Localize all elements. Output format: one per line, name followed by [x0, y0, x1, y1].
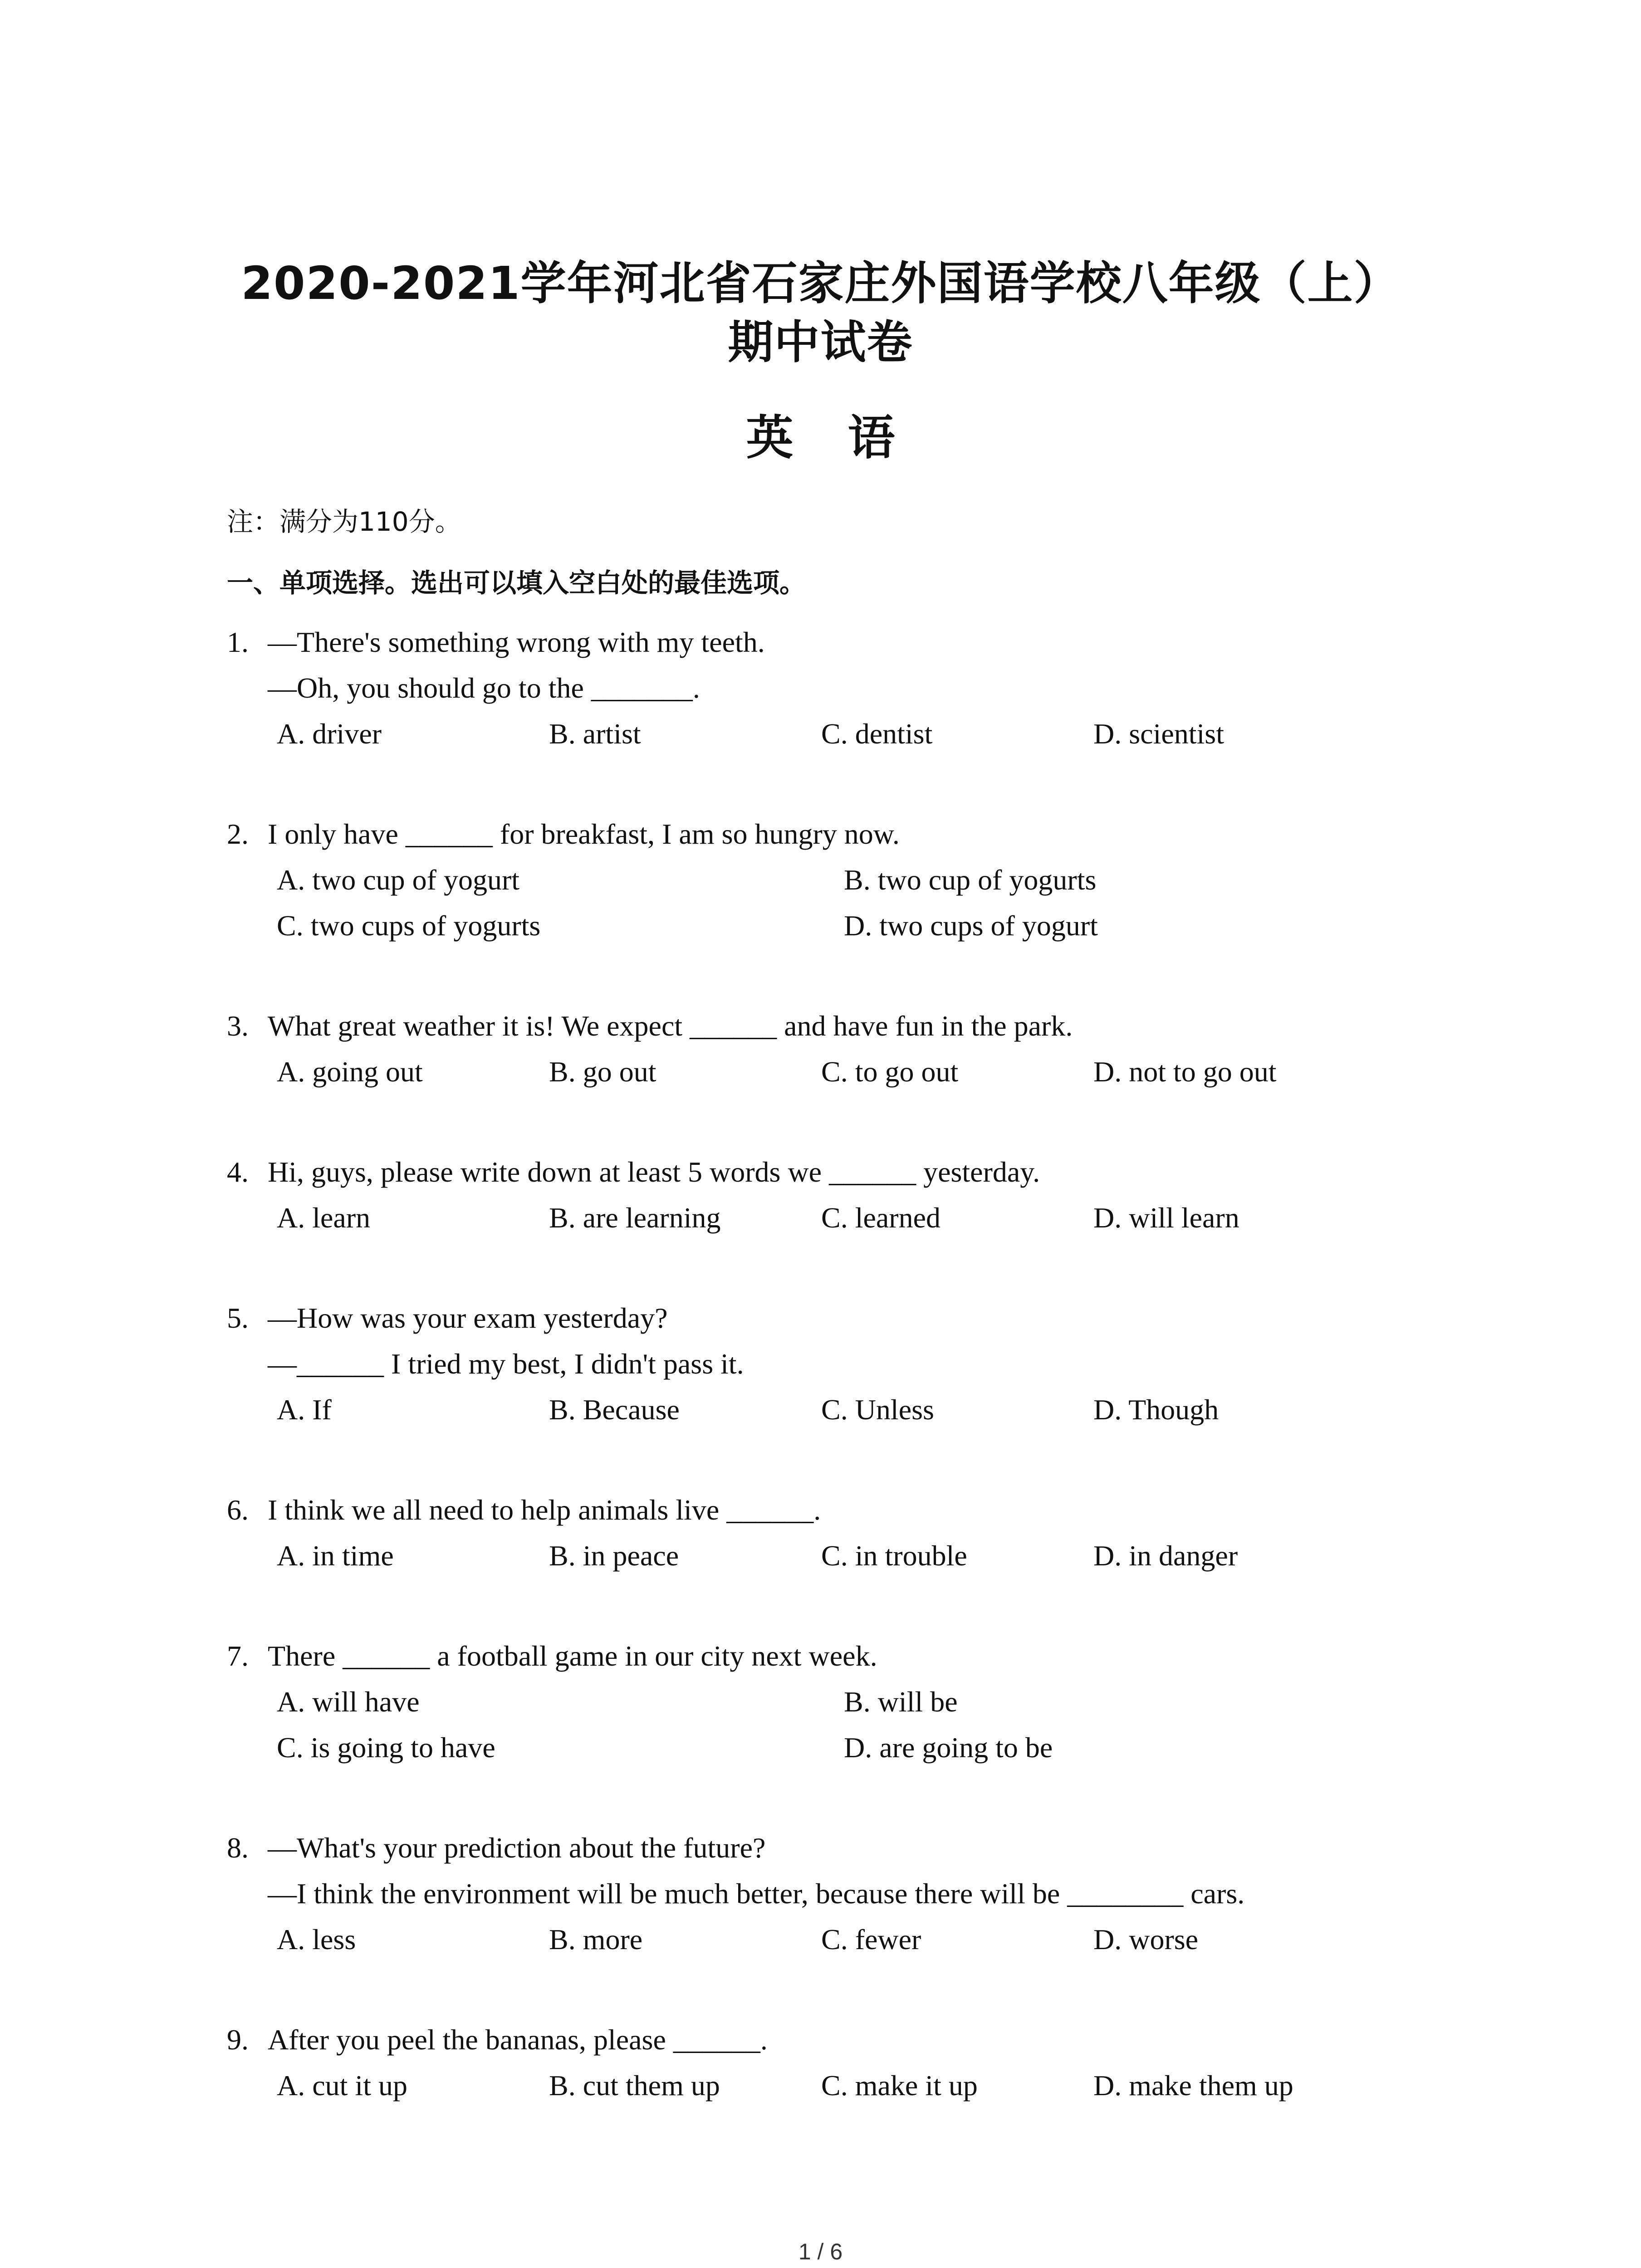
option-c: C. dentist [821, 718, 933, 750]
option-a: A. learn [277, 1202, 371, 1234]
question-list [227, 619, 1452, 2163]
question-number: 1. [227, 626, 249, 658]
question-number: 4. [227, 1156, 249, 1188]
question-number: 8. [227, 1832, 249, 1864]
question-number: 7. [227, 1640, 249, 1672]
option-c: C. two cups of yogurts [277, 909, 541, 942]
option-d: D. make them up [1093, 2069, 1293, 2102]
question-7 [227, 1633, 1452, 1770]
option-group [227, 1195, 1452, 1241]
question-2 [227, 811, 1452, 948]
option-c: C. learned [821, 1202, 941, 1234]
option-d: D. Though [1093, 1393, 1219, 1426]
option-b: B. are learning [549, 1202, 721, 1234]
option-b: B. artist [549, 718, 641, 750]
exam-title: 2020-2021学年河北省石家庄外国语学校八年级（上） [241, 257, 1400, 310]
option-d: D. are going to be [844, 1731, 1053, 1764]
question-text: —How was your exam yesterday? [268, 1302, 668, 1334]
option-group [227, 1387, 1452, 1432]
option-b: B. cut them up [549, 2069, 720, 2102]
question-text: After you peel the bananas, please ______. [268, 2024, 768, 2056]
exam-title-line2: 期中试卷 [728, 316, 913, 369]
option-a: A. two cup of yogurt [277, 864, 520, 896]
option-group [227, 857, 1452, 948]
option-c: C. to go out [821, 1056, 959, 1088]
option-b: B. in peace [549, 1540, 679, 1572]
option-b: B. Because [549, 1393, 680, 1426]
option-b: B. more [549, 1923, 643, 1955]
option-group [227, 1049, 1452, 1095]
option-group [227, 1679, 1452, 1770]
question-4 [227, 1149, 1452, 1241]
question-8 [227, 1825, 1452, 1962]
option-d: D. two cups of yogurt [844, 909, 1098, 942]
question-text: I only have ______ for breakfast, I am so hungry now. [268, 818, 900, 850]
option-a: A. will have [277, 1686, 420, 1718]
option-a: A. If [277, 1393, 332, 1426]
option-a: A. driver [277, 718, 382, 750]
question-text: What great weather it is! We expect ______ and have fun in the park. [268, 1010, 1073, 1042]
option-c: C. Unless [821, 1393, 934, 1426]
question-text: —Oh, you should go to the _______. [268, 672, 700, 704]
option-a: A. in time [277, 1540, 394, 1572]
option-d: D. will learn [1093, 1202, 1239, 1234]
question-text: —I think the environment will be much better, because there will be ________ cars. [268, 1877, 1245, 1910]
question-number: 2. [227, 818, 249, 850]
question-number: 6. [227, 1494, 249, 1526]
option-b: B. go out [549, 1056, 656, 1088]
option-d: D. in danger [1093, 1540, 1238, 1572]
question-3 [227, 1003, 1452, 1095]
question-text: There ______ a football game in our city next week. [268, 1640, 877, 1672]
question-text: —There's something wrong with my teeth. [268, 626, 765, 658]
question-text: I think we all need to help animals live ______. [268, 1494, 821, 1526]
question-number: 5. [227, 1302, 249, 1334]
question-6 [227, 1487, 1452, 1579]
question-text: —What's your prediction about the future? [268, 1832, 766, 1864]
option-d: D. worse [1093, 1923, 1199, 1955]
option-a: A. less [277, 1923, 356, 1955]
option-c: C. in trouble [821, 1540, 967, 1572]
option-group [227, 711, 1452, 757]
subject-heading: 英语 [746, 410, 950, 465]
option-group [227, 2063, 1452, 2108]
question-number: 9. [227, 2024, 249, 2056]
option-b: B. two cup of yogurts [844, 864, 1097, 896]
option-group [227, 1533, 1452, 1579]
question-number: 3. [227, 1010, 249, 1042]
question-5 [227, 1295, 1452, 1432]
option-c: C. make it up [821, 2069, 978, 2102]
question-9 [227, 2017, 1452, 2108]
option-c: C. fewer [821, 1923, 921, 1955]
question-text: Hi, guys, please write down at least 5 words we ______ yesterday. [268, 1156, 1040, 1188]
option-a: A. cut it up [277, 2069, 407, 2102]
question-1 [227, 619, 1452, 757]
option-group [227, 1916, 1452, 1962]
score-note: 注：满分为110分。 [227, 506, 461, 537]
option-b: B. will be [844, 1686, 958, 1718]
option-d: D. scientist [1093, 718, 1224, 750]
section-title: 一、单项选择。选出可以填入空白处的最佳选项。 [227, 567, 806, 598]
page-indicator: 1 / 6 [798, 2239, 843, 2264]
option-c: C. is going to have [277, 1731, 495, 1764]
option-d: D. not to go out [1093, 1056, 1277, 1088]
option-a: A. going out [277, 1056, 423, 1088]
question-text: —______ I tried my best, I didn't pass it. [268, 1348, 744, 1380]
